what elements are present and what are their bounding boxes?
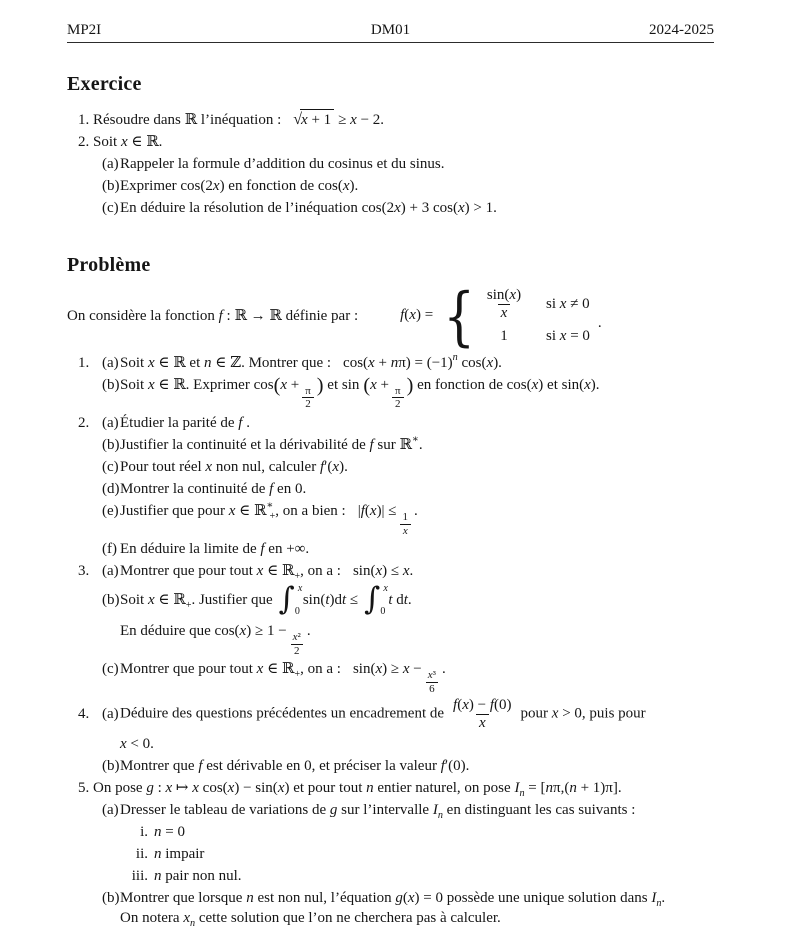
case-condition-2: si x = 0 <box>546 327 590 344</box>
probleme-item-2f <box>67 539 714 559</box>
item-letter: (b) <box>102 436 120 453</box>
item-letter: (a) <box>102 562 119 579</box>
item-roman: i. <box>140 823 148 840</box>
item-text: n = 0 <box>154 823 185 840</box>
sentence-period: . <box>597 315 602 332</box>
item-text: En déduire la limite de f en +∞. <box>120 540 310 557</box>
probleme-item-5a-i <box>67 822 714 842</box>
integral-lower-limit: 0 <box>380 605 386 617</box>
intro-text: On considère la fonction f : ℝ → ℝ définie par : <box>67 308 359 325</box>
item-text: Étudier la parité de f . <box>120 414 250 431</box>
exercice-item-2b <box>67 176 714 196</box>
fraction-pi-2: $\frac{\pi}{2}$ <box>392 385 404 411</box>
header-left: MP2I <box>67 22 102 38</box>
piecewise-cases <box>443 278 590 353</box>
item-letter: (a) <box>102 354 119 371</box>
probleme-item-3b: (b) Soit x ∈ ℝ$_+$. Justifier que ∫ x 0 sin(t)dt ≤ ∫ x 0 t dt. <box>102 580 412 617</box>
left-paren: ( <box>363 374 371 397</box>
fraction-x3-6: $\frac{\text{x³}}{6}$ <box>427 669 436 695</box>
item-letter: (c) <box>102 458 119 475</box>
exercice-item-2 <box>67 132 714 152</box>
item-letter: (c) <box>102 660 119 677</box>
case-row-1 <box>478 287 590 322</box>
item-roman: iii. <box>131 867 148 884</box>
page-header <box>67 22 714 43</box>
exercice-item-2c <box>67 198 714 218</box>
header-center: DM01 <box>370 22 411 38</box>
item-text: En déduire la résolution de l’inéquation cos(2x) + 3 cos(x) > 1. <box>120 200 497 216</box>
item-text: On notera $x_n$ cette solution que l’on ne cherchera pas à calculer. <box>120 909 501 929</box>
function-definition <box>67 278 714 353</box>
item-text: Justifier la continuité et la dérivabilité de f sur ℝ∗. <box>120 433 423 453</box>
probleme-item-2a <box>67 413 714 433</box>
sqrt-radicand: x + 1 <box>300 109 334 130</box>
probleme-title: Problème <box>67 254 151 276</box>
item-math: ≥ x − 2. <box>338 112 385 128</box>
item-text: Dresser le tableau de variations de g sur l’intervalle $I_n$ en distinguant les cas suivants : <box>120 801 636 821</box>
probleme-item-3c: (c) Montrer que pour tout x ∈ ℝ$_+$, on a : sin(x) ≥ x − $\frac{\text{x³}}{6}$ . <box>102 660 446 695</box>
probleme-item-5b <box>67 888 714 928</box>
item-text: n pair non nul. <box>154 867 242 884</box>
item-text: Montrer que f est dérivable en 0, et préciser la valeur f′(0). <box>120 757 470 774</box>
item-number: 2. <box>78 414 90 431</box>
fraction-sinx-x: sin(x) x <box>486 287 522 321</box>
item-number: 3. <box>78 562 90 579</box>
item-letter: (b) <box>102 889 120 906</box>
case-condition-1: si x ≠ 0 <box>546 295 590 312</box>
probleme-item-5a <box>67 800 714 820</box>
probleme-item-2e: (e) Justifier que pour x ∈ ℝ∗$_+$, on a bien : |f(x)| ≤ $\frac{1}{x}$ . <box>102 499 418 537</box>
case-value-2: 1 <box>500 327 508 344</box>
case-row-2 <box>478 328 590 345</box>
probleme-item-1a <box>67 353 714 373</box>
function-lhs: f(x) = <box>400 307 434 324</box>
item-letter: (e) <box>102 502 119 519</box>
integral-sign: ∫ x 0 <box>278 580 303 617</box>
probleme-item-3a: 3. (a) Montrer que pour tout x ∈ ℝ$_+$, on a : sin(x) ≤ x. <box>78 562 414 582</box>
item-letter: (d) <box>102 480 120 497</box>
probleme-item-4a: 4. (a) Déduire des questions précédentes un encadrement de $\frac{f(x) - f(0)}{x}$ pour x > 0, puis pour <box>78 697 646 731</box>
integral-upper-limit: x <box>383 582 388 594</box>
item-text: Rappeler la formule d’addition du cosinus et du sinus. <box>120 156 445 172</box>
left-brace: { <box>443 278 475 353</box>
item-text: Soit x ∈ ℝ et n ∈ ℤ. Montrer que : <box>120 354 332 371</box>
item-roman: ii. <box>135 845 148 862</box>
item-text: Soit x ∈ ℝ. <box>93 134 163 150</box>
item-letter: (b) <box>102 178 120 194</box>
right-paren: ) <box>406 374 414 397</box>
probleme-item-3b-2: En déduire que cos(x) ≥ 1 − $\frac{\text{x²}}{2}$ . <box>120 622 311 657</box>
exercice-title: Exercice <box>67 73 142 95</box>
item-text: Montrer que lorsque n est non nul, l’équation g(x) = 0 possède une unique solution dans $I_n$. <box>120 889 666 909</box>
fraction-pi-2: $\frac{\pi}{2}$ <box>302 385 314 411</box>
fraction-x2-2: $\frac{\text{x²}}{2}$ <box>292 631 301 657</box>
integral-upper-limit: x <box>297 582 303 594</box>
item-number: 5. <box>78 779 90 796</box>
item-text: Montrer la continuité de f en 0. <box>120 480 307 497</box>
right-paren: ) <box>316 374 324 397</box>
fraction-difference-quotient: $\frac{f(x) - f(0)}{x}$ <box>453 697 512 731</box>
exercice-item-1 <box>67 109 714 130</box>
sqrt-sign: √ <box>293 111 303 128</box>
integral-lower-limit: 0 <box>294 605 300 617</box>
probleme-item-5 <box>67 778 714 798</box>
header-right: 2024-2025 <box>649 22 714 38</box>
item-text: Pour tout réel x non nul, calculer f′(x). <box>120 458 348 475</box>
exercice-item-2a <box>67 154 714 174</box>
probleme-item-1b: (b) Soit x ∈ ℝ. Exprimer cos(x + $\frac{\pi}{2}$ ) et sin (x + $\frac{\pi}{2}$ ) en fonction de cos(x) et sin(x). <box>102 374 600 411</box>
item-text: n impair <box>154 845 205 862</box>
probleme-item-5a-iii <box>67 866 714 886</box>
probleme-item-2d <box>67 479 714 499</box>
probleme-item-4a-2 <box>67 734 714 754</box>
item-number: 1. <box>78 112 90 128</box>
sqrt-expression <box>293 109 334 130</box>
item-letter: (a) <box>102 156 119 172</box>
item-number: 2. <box>78 134 90 150</box>
integral-sign: ∫ x 0 <box>364 580 388 617</box>
probleme-item-5a-ii <box>67 844 714 864</box>
item-letter: (b) <box>102 592 120 609</box>
item-number: 4. <box>78 706 90 723</box>
item-letter: (b) <box>102 757 120 774</box>
probleme-item-2c <box>67 457 714 477</box>
left-paren: ( <box>273 374 281 397</box>
item-letter: (a) <box>102 414 119 431</box>
item-letter: (a) <box>102 706 119 723</box>
item-letter: (c) <box>102 200 119 216</box>
item-letter: (b) <box>102 376 120 393</box>
probleme-item-4b <box>67 756 714 776</box>
item-text: Résoudre dans ℝ l’inéquation : <box>93 112 282 128</box>
item-number: 1. <box>78 354 90 371</box>
fraction-1-x: $\frac{1}{x}$ <box>400 511 412 537</box>
item-math: x < 0. <box>120 735 154 752</box>
item-math: $\cos(x + n\pi) = (-1)^n$ cos(x). <box>343 351 502 371</box>
item-letter: (a) <box>102 801 119 818</box>
item-text: Exprimer cos(2x) en fonction de cos(x). <box>120 178 359 194</box>
probleme-item-2b <box>67 435 714 455</box>
item-text: On pose g : x ↦ x cos(x) − sin(x) et pour tout n entier naturel, on pose $I_n = [n\pi,(n + 1)\pi]$. <box>93 779 622 799</box>
item-letter: (f) <box>102 540 117 557</box>
